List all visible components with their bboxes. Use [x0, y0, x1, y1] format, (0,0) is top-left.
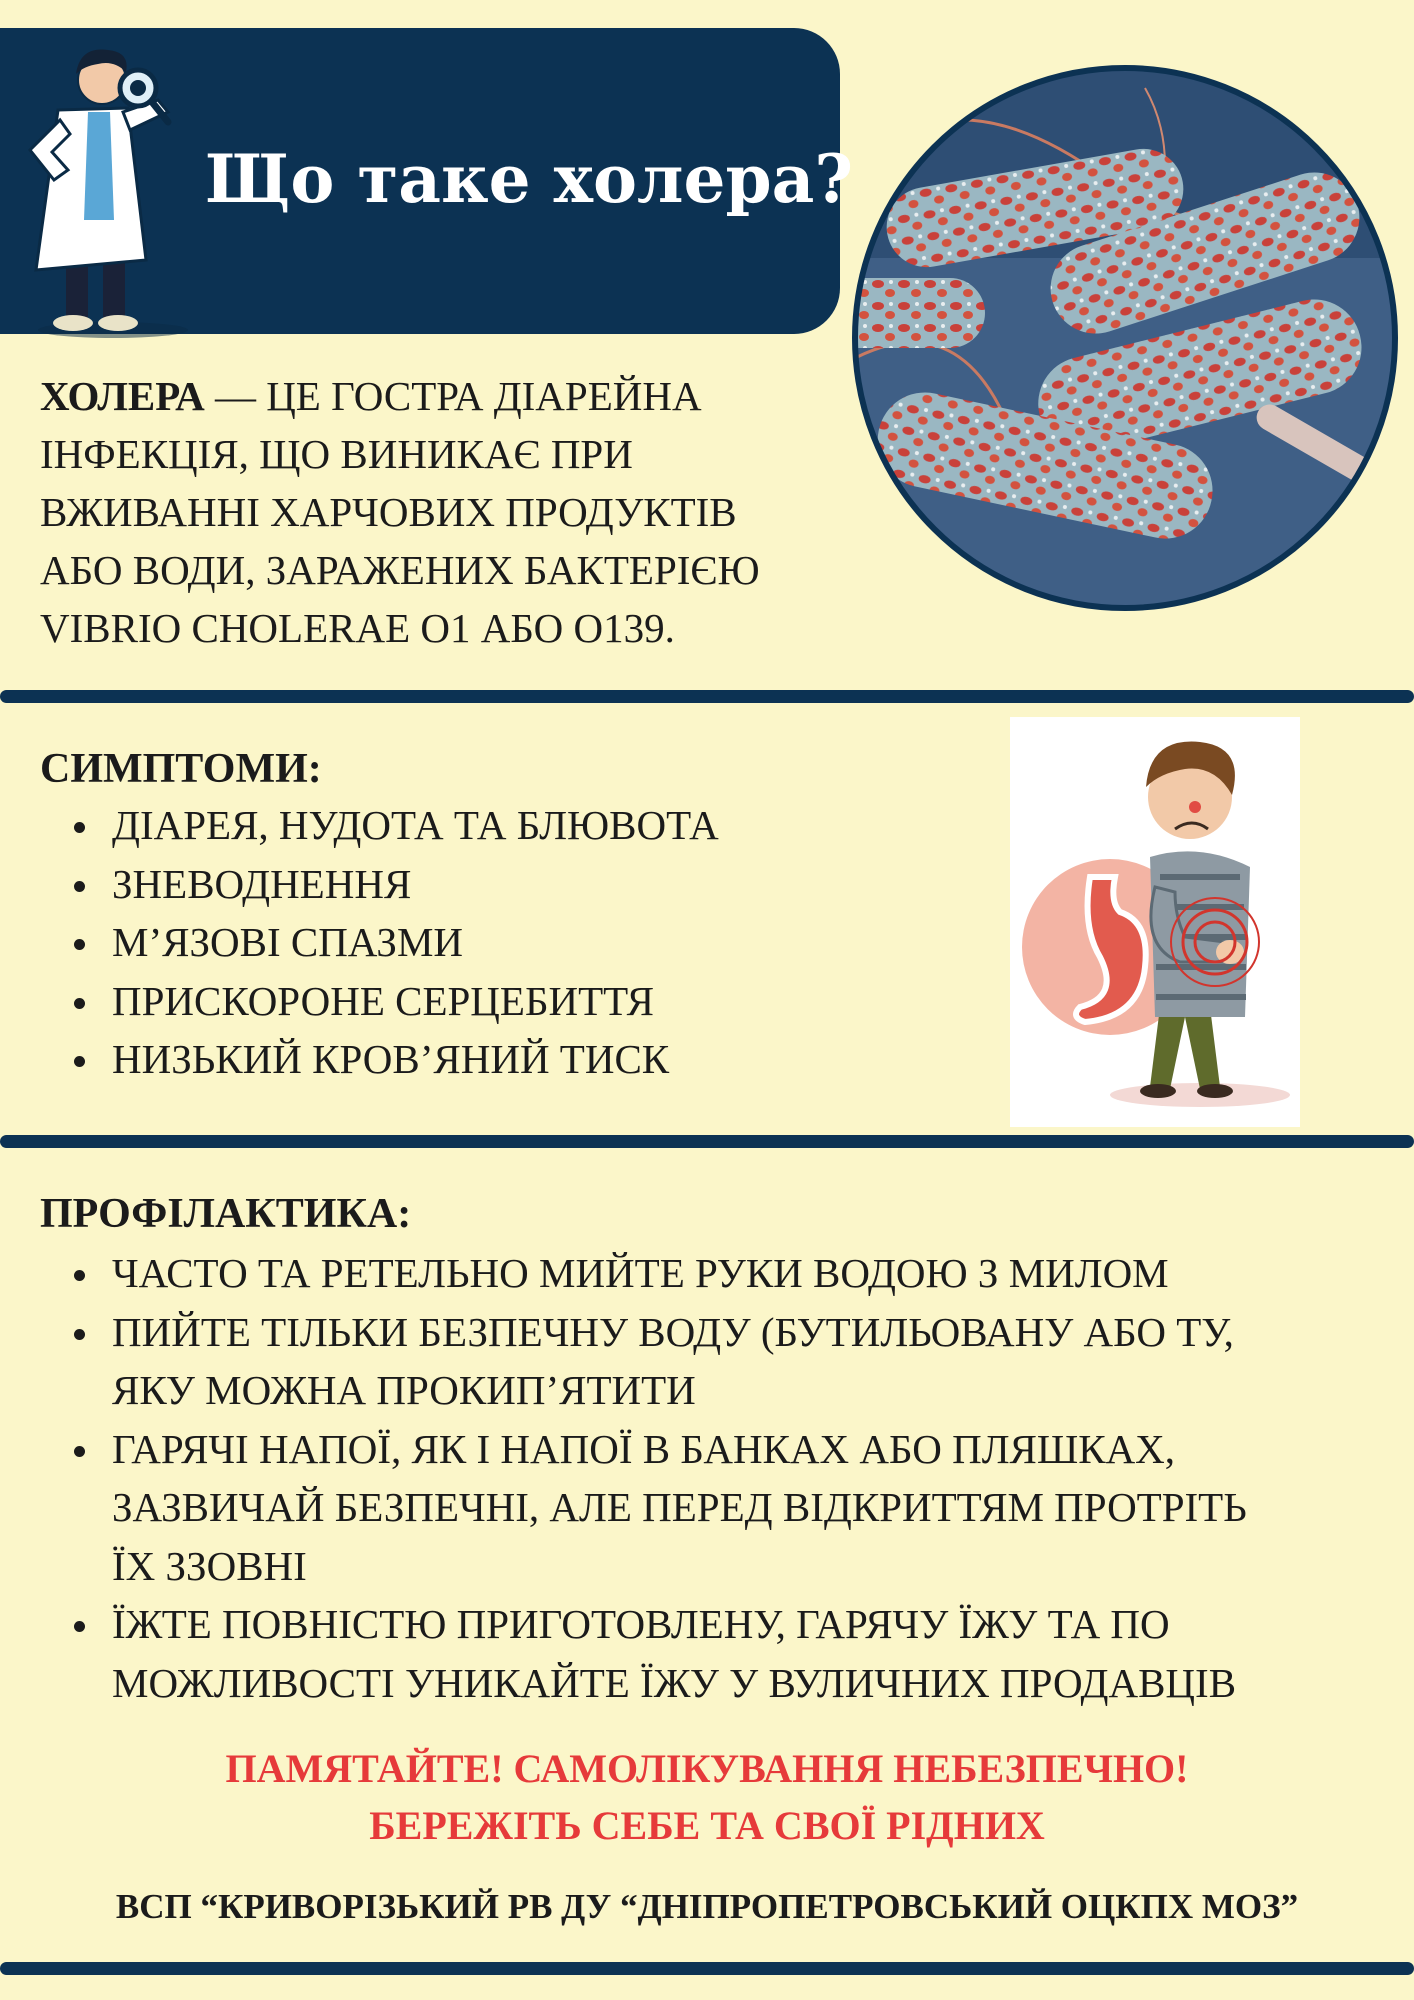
footer-organization: ВСП “КРИВОРІЗЬКИЙ РВ ДУ “ДНІПРОПЕТРОВСЬКИЙ ОЦКПХ МОЗ” — [115, 1887, 1299, 1926]
list-item: НИЗЬКИЙ КРОВ’ЯНИЙ ТИСК — [40, 1030, 940, 1089]
symptoms-list — [40, 796, 940, 1089]
list-item-line: ЇЖТЕ ПОВНІСТЮ ПРИГОТОВЛЕНУ, ГАРЯЧУ ЇЖУ ТА ПО — [112, 1601, 1170, 1647]
intro-term: ХОЛЕРА — [40, 373, 205, 419]
warning-line-2: БЕРЕЖІТЬ СЕБЕ ТА СВОЇ РІДНИХ — [369, 1803, 1045, 1848]
bottom-divider — [0, 1962, 1414, 1975]
list-item: ЗНЕВОДНЕННЯ — [40, 855, 940, 914]
list-item — [40, 1595, 1414, 1712]
doctor-magnifier-icon — [18, 30, 208, 340]
intro-line: АБО ВОДИ, ЗАРАЖЕНИХ БАКТЕРІЄЮ — [40, 547, 760, 593]
list-item: ДІАРЕЯ, НУДОТА ТА БЛЮВОТА — [40, 796, 940, 855]
list-item-line: ГАРЯЧІ НАПОЇ, ЯК І НАПОЇ В БАНКАХ АБО ПЛЯШКАХ, — [112, 1425, 1176, 1472]
prevention-list — [40, 1244, 1414, 1712]
intro-line: — ЦЕ ГОСТРА ДІАРЕЙНА — [214, 373, 702, 419]
section-divider — [0, 1135, 1414, 1148]
bacteria-image — [845, 58, 1405, 618]
list-item-line: ЯКУ МОЖНА ПРОКИП’ЯТИТИ — [112, 1367, 696, 1413]
list-item-line: ЧАСТО ТА РЕТЕЛЬНО МИЙТЕ РУКИ ВОДОЮ З МИЛОМ — [112, 1250, 1169, 1296]
list-item — [40, 1420, 1414, 1596]
intro-line: ВЖИВАННІ ХАРЧОВИХ ПРОДУКТІВ — [40, 489, 737, 535]
stomach-ache-person-icon — [1010, 717, 1300, 1127]
intro-paragraph — [40, 367, 870, 657]
list-item — [40, 1303, 1414, 1420]
intro-line: VIBRIO CHOLERAE O1 АБО O139. — [40, 605, 675, 651]
symptoms-title: СИМПТОМИ: — [40, 746, 322, 792]
list-item-line: ЇХ ЗЗОВНІ — [112, 1542, 307, 1589]
intro-line: ІНФЕКЦІЯ, ЩО ВИНИКАЄ ПРИ — [40, 431, 633, 477]
list-item-line: ЗАЗВИЧАЙ БЕЗПЕЧНІ, АЛЕ ПЕРЕД ВІДКРИТТЯМ ПРОТРІТЬ — [112, 1484, 1247, 1530]
list-item-line: ПИЙТЕ ТІЛЬКИ БЕЗПЕЧНУ ВОДУ (БУТИЛЬОВАНУ АБО ТУ, — [112, 1308, 1234, 1355]
list-item — [40, 1244, 1414, 1303]
list-item: М’ЯЗОВІ СПАЗМИ — [40, 913, 940, 972]
section-divider — [0, 690, 1414, 703]
warning-line-1: ПАМЯТАЙТЕ! САМОЛІКУВАННЯ НЕБЕЗПЕЧНО! — [225, 1746, 1189, 1791]
list-item: ПРИСКОРОНЕ СЕРЦЕБИТТЯ — [40, 972, 940, 1031]
list-item-line: МОЖЛИВОСТІ УНИКАЙТЕ ЇЖУ У ВУЛИЧНИХ ПРОДАВЦІВ — [112, 1659, 1237, 1706]
prevention-title: ПРОФІЛАКТИКА: — [40, 1191, 412, 1237]
page-title: Що таке холера? — [205, 140, 854, 218]
